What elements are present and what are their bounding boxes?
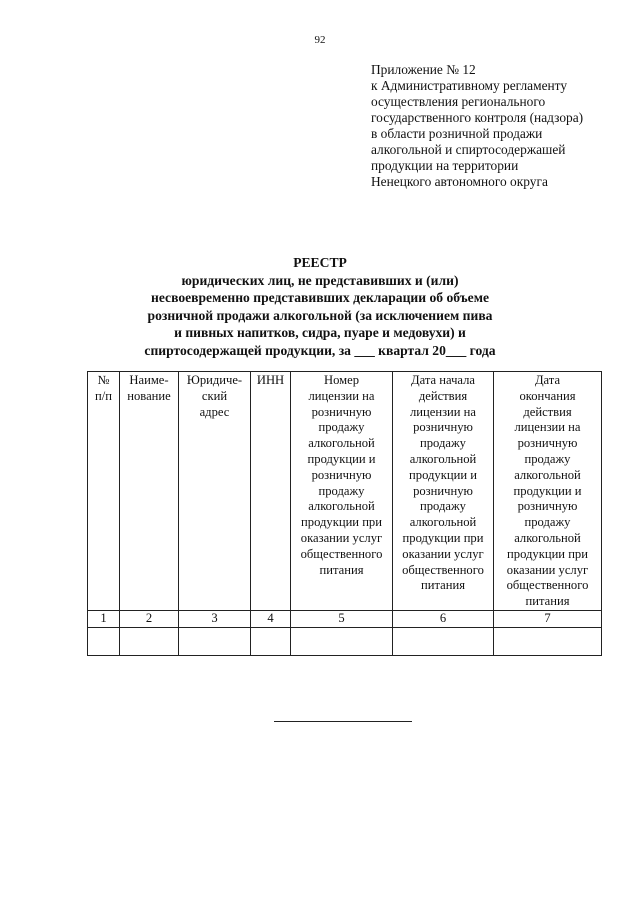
column-header-line: алкогольной — [514, 467, 581, 482]
appendix-line: Ненецкого автономного округа — [371, 174, 548, 189]
column-header-line: продукции при — [301, 515, 382, 530]
column-header-line: алкогольной — [409, 515, 477, 530]
column-header-line: розничную — [311, 404, 372, 419]
column-header-line: общественного — [402, 562, 484, 577]
table-cell — [88, 627, 120, 655]
column-header-line: алкогольной — [308, 499, 375, 514]
appendix-line: в области розничной продажи — [371, 126, 543, 141]
title-heading: РЕЕСТР — [293, 255, 347, 270]
closing-line — [274, 721, 412, 722]
appendix-block — [371, 62, 631, 190]
appendix-line: Приложение № 12 — [371, 62, 476, 77]
column-header-line: питания — [525, 594, 570, 609]
column-header-line: окончания — [519, 388, 576, 403]
column-number-cell: 2 — [120, 610, 179, 627]
column-header-4 — [251, 372, 291, 611]
empty-data-row — [88, 627, 602, 655]
column-header-line: Дата начала — [411, 373, 475, 387]
appendix-line: осуществления регионального — [371, 94, 546, 109]
column-header-line: действия — [418, 388, 468, 403]
column-header-line: питания — [421, 578, 465, 593]
column-header-2 — [120, 372, 179, 611]
column-header-line: алкогольной — [514, 530, 581, 545]
column-header-line: продажу — [524, 515, 571, 530]
column-header-line: розничную — [517, 499, 578, 514]
column-header-line: розничную — [413, 483, 473, 498]
column-header-line: продажу — [318, 420, 365, 435]
column-header-line: розничную — [517, 436, 578, 451]
column-header-line: Номер — [323, 373, 359, 387]
column-header-line: продукции при — [402, 530, 484, 545]
column-header-line: продукции при — [507, 546, 588, 561]
table-cell — [393, 627, 494, 655]
column-header-line: ский — [201, 388, 228, 403]
column-header-line: № — [97, 373, 110, 387]
table-cell — [120, 627, 179, 655]
column-header-line: продажу — [420, 436, 466, 451]
column-header-1 — [88, 372, 120, 611]
column-header-line: действия — [523, 404, 572, 419]
appendix-line: алкогольной и спиртосодержашей — [371, 142, 566, 157]
column-header-line: розничную — [413, 420, 473, 435]
table-cell — [251, 627, 291, 655]
column-header-line: продукции и — [307, 451, 376, 466]
column-header-line: общественного — [300, 546, 383, 561]
column-number-cell: 3 — [179, 610, 251, 627]
page-number: 92 — [314, 34, 326, 46]
column-header-line: п/п — [95, 388, 112, 403]
column-header-line: продажу — [524, 451, 571, 466]
column-header-line: продукции и — [409, 467, 477, 482]
table-cell — [494, 627, 602, 655]
column-header-line: оказании услуг — [300, 530, 383, 545]
column-header-6 — [393, 372, 494, 611]
column-header-line: ИНН — [256, 373, 285, 387]
appendix-line: к Административному регламенту — [371, 78, 568, 93]
column-header-3 — [179, 372, 251, 611]
column-header-line: продукции и — [513, 483, 582, 498]
column-header-line: продажу — [318, 483, 365, 498]
column-number-cell: 4 — [251, 610, 291, 627]
table-cell — [179, 627, 251, 655]
appendix-line: продукции на территории — [371, 158, 519, 173]
column-number-cell: 1 — [88, 610, 120, 627]
table-cell — [291, 627, 393, 655]
column-number-cell: 6 — [393, 610, 494, 627]
column-number-cell: 5 — [291, 610, 393, 627]
column-header-line: питания — [319, 562, 364, 577]
column-header-line: алкогольной — [409, 451, 477, 466]
column-header-line: Юридиче- — [186, 373, 243, 387]
table-header-row — [88, 372, 602, 611]
column-header-line: общественного — [506, 578, 589, 593]
title-line: юридических лиц, не представивших и (или) — [181, 272, 459, 288]
registry-table — [87, 371, 602, 656]
column-header-line: лицензии на — [409, 404, 477, 419]
column-header-5 — [291, 372, 393, 611]
column-header-line: адрес — [199, 404, 230, 419]
column-header-line: лицензии на — [514, 420, 581, 435]
appendix-line: государственного контроля (надзора) — [371, 110, 584, 125]
column-header-line: Наиме- — [129, 373, 169, 387]
column-number-row — [88, 610, 602, 627]
column-header-line: лицензии на — [308, 388, 375, 403]
title-line: спиртосодержащей продукции, за ___ квартал 20___ года — [144, 342, 496, 358]
column-header-line: нование — [127, 388, 171, 403]
title-line: розничной продажи алкогольной (за исключением пива — [147, 307, 493, 323]
column-header-line: оказании услуг — [402, 546, 484, 561]
column-header-7 — [494, 372, 602, 611]
column-header-line: продажу — [420, 499, 466, 514]
column-number-cell: 7 — [494, 610, 602, 627]
title-line: и пивных напитков, сидра, пуаре и медовухи) и — [174, 325, 466, 340]
column-header-line: розничную — [311, 467, 372, 482]
title-line: несвоевременно представивших декларации об объеме — [151, 290, 489, 305]
column-header-line: алкогольной — [308, 436, 375, 451]
column-header-line: оказании услуг — [506, 562, 589, 577]
document-title — [0, 254, 640, 359]
column-header-line: Дата — [534, 373, 561, 387]
